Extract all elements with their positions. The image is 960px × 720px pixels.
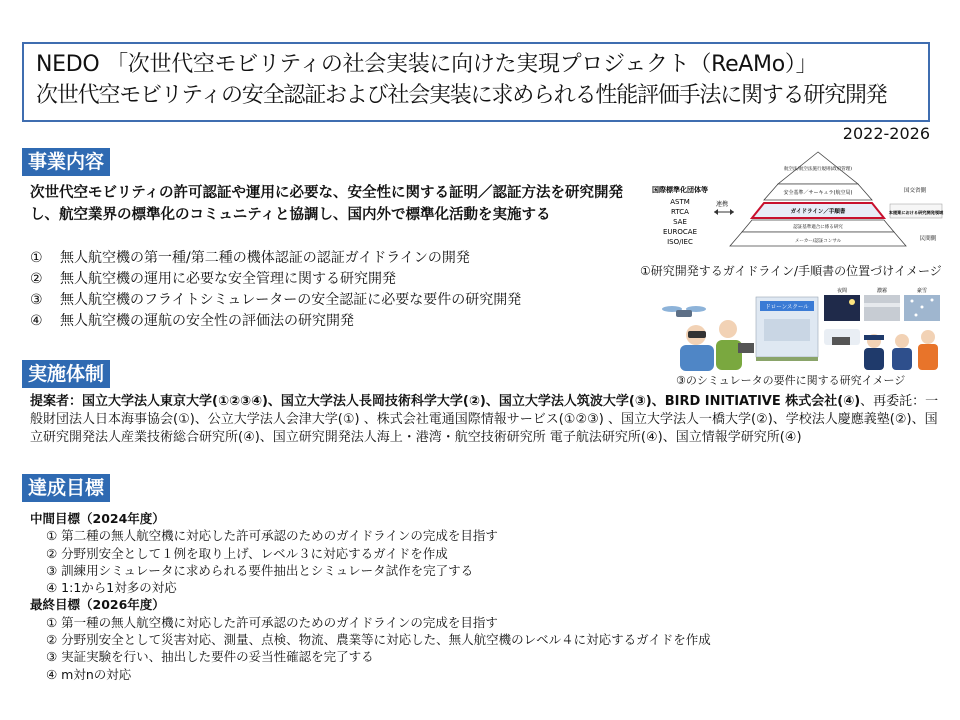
list-item: ② 分野別安全として災害対応、測量、点検、物流、農業等に対応した、無人航空機のレベル４に対応するガイドを作成 [46,632,711,648]
drone-school-sign: ドローンスクール [765,304,809,311]
list-item: ② 分野別安全として１例を取り上げ、レベル３に対応するガイドを作成 [46,545,448,561]
overview-header: 事業内容 [22,148,110,176]
page-title-line2: 次世代空モビリティの安全認証および社会実装に求められる性能評価手法に関する研究開発 [36,83,887,108]
page-title-line1: NEDO 「次世代空モビリティの社会実装に向けた実現プロジェクト（ReAMo）」 [36,52,818,77]
item-text: 無人航空機のフライトシミュレーターの安全認証に必要な要件の研究開発 [60,292,522,308]
arrow-tail-icon [714,209,718,215]
org-iso-iec: ISO/IEC [667,238,693,246]
pyramid-label-guideline: ガイドライン／手順書 [790,209,846,215]
intl-standards-title: 国際標準化団体等 [652,186,708,194]
list-item [30,248,640,269]
project-period: 2022-2026 [842,124,930,143]
list-item: ④ m対nの対応 [46,666,132,682]
org-rtca: RTCA [671,208,689,216]
item-text: 無人航空機の運航の安全性の評価法の研究開発 [60,313,354,329]
org-sae: SAE [673,218,687,226]
pyramid-label-top: 航空法/航空法施行規則(政府管理) [783,167,853,172]
goals-section [30,510,930,683]
org-astm: ASTM [670,198,690,206]
item-text: 無人航空機の運用に必要な安全管理に関する研究開発 [60,271,396,287]
goals-header: 達成目標 [22,474,110,502]
right-label-govt: 国交省側 [903,188,927,194]
midterm-heading: 中間目標（2024年度） [30,511,165,526]
weather-label-night: 夜間 [836,288,848,294]
reconsign-list: 、再委託：一般財団法人日本海事協会(①)、公立大学法人会津大学(①) 、株式会社電通国際情報サービス(①②③) 、国立大学法人一橋大学(②)、学校法人慶應義塾(②)、国立研究開発法人産業技術総合研究所(④)、国立研究開発法人海上・港湾・航空技術研究所 電子航法研究所(④)、国立情報学研究所(④) [30,394,939,445]
item-number: ① [30,250,43,266]
figure1-caption: ①研究開発するガイドライン/手順書の位置づけイメージ [640,264,942,278]
fog-scene [864,287,900,321]
right-label-scope: 本提案における研究開発領域 [888,210,944,215]
right-label-private: 民間側 [919,236,937,242]
simulator-illustration [656,285,946,373]
arrow-head-icon [730,209,734,215]
list-item: ④ 1:1から1対多の対応 [46,580,177,596]
item-number: ④ [30,313,43,329]
proposer-list: 国立大学法人東京大学(①②③④)、国立大学法人長岡技術科学大学(②)、国立大学法人筑波大学(③)、BIRD INITIATIVE 株式会社(④) [82,394,861,409]
overview-lead: 次世代空モビリティの許可認証や運用に必要な、安全性に関する証明／認証方法を研究開発し、航空業界の標準化のコミュニティと協調し、国内外で標準化活動を実施する [30,185,624,223]
list-item: ① 第一種の無人航空機に対応した許可承認のためのガイドラインの完成を目指す [46,614,498,630]
organization-text [30,393,942,447]
vr-person-icon [680,325,714,371]
list-item: ① 第二種の無人航空機に対応した許可承認のためのガイドラインの完成を目指す [46,528,498,544]
officers-icon [824,329,938,370]
org-eurocae: EUROCAE [662,228,698,236]
item-number: ③ [30,292,43,308]
figure3-caption: ③のシミュレータの要件に関する研究イメージ [676,374,906,387]
pyramid-label-4: 認証基準適合に係る研究 [793,225,843,230]
proposer-label: 提案者： [30,394,83,409]
pyramid-label-base: メーカー/認証コンサル [794,239,842,244]
drone-icon [662,306,706,317]
snow-scene [904,287,940,321]
title-box [22,42,930,122]
list-item [30,290,640,311]
list-item: ③ 実証実験を行い、抽出した要件の妥当性確認を完了する [46,649,374,665]
drone-school-building-icon [756,297,818,361]
organization-header: 実施体制 [22,360,110,388]
list-item [30,269,640,290]
overview-list [30,248,640,332]
pyramid-label-2: 安全基準／サーキュラ(航空局) [783,190,853,196]
night-scene [824,287,860,321]
item-number: ② [30,271,43,287]
weather-label-fog: 濃霧 [876,288,888,294]
cooperation-label: 連携 [716,201,729,208]
list-item [30,311,640,332]
weather-label-snow: 豪雪 [916,288,928,294]
guideline-pyramid-figure [650,148,950,266]
list-item: ③ 訓練用シミュレータに求められる要件抽出とシミュレータ試作を完了する [46,562,474,578]
pilot-person-icon [716,320,754,370]
item-text: 無人航空機の第一種/第二種の機体認証の認証ガイドラインの開発 [60,250,470,266]
final-heading: 最終目標（2026年度） [30,597,165,613]
